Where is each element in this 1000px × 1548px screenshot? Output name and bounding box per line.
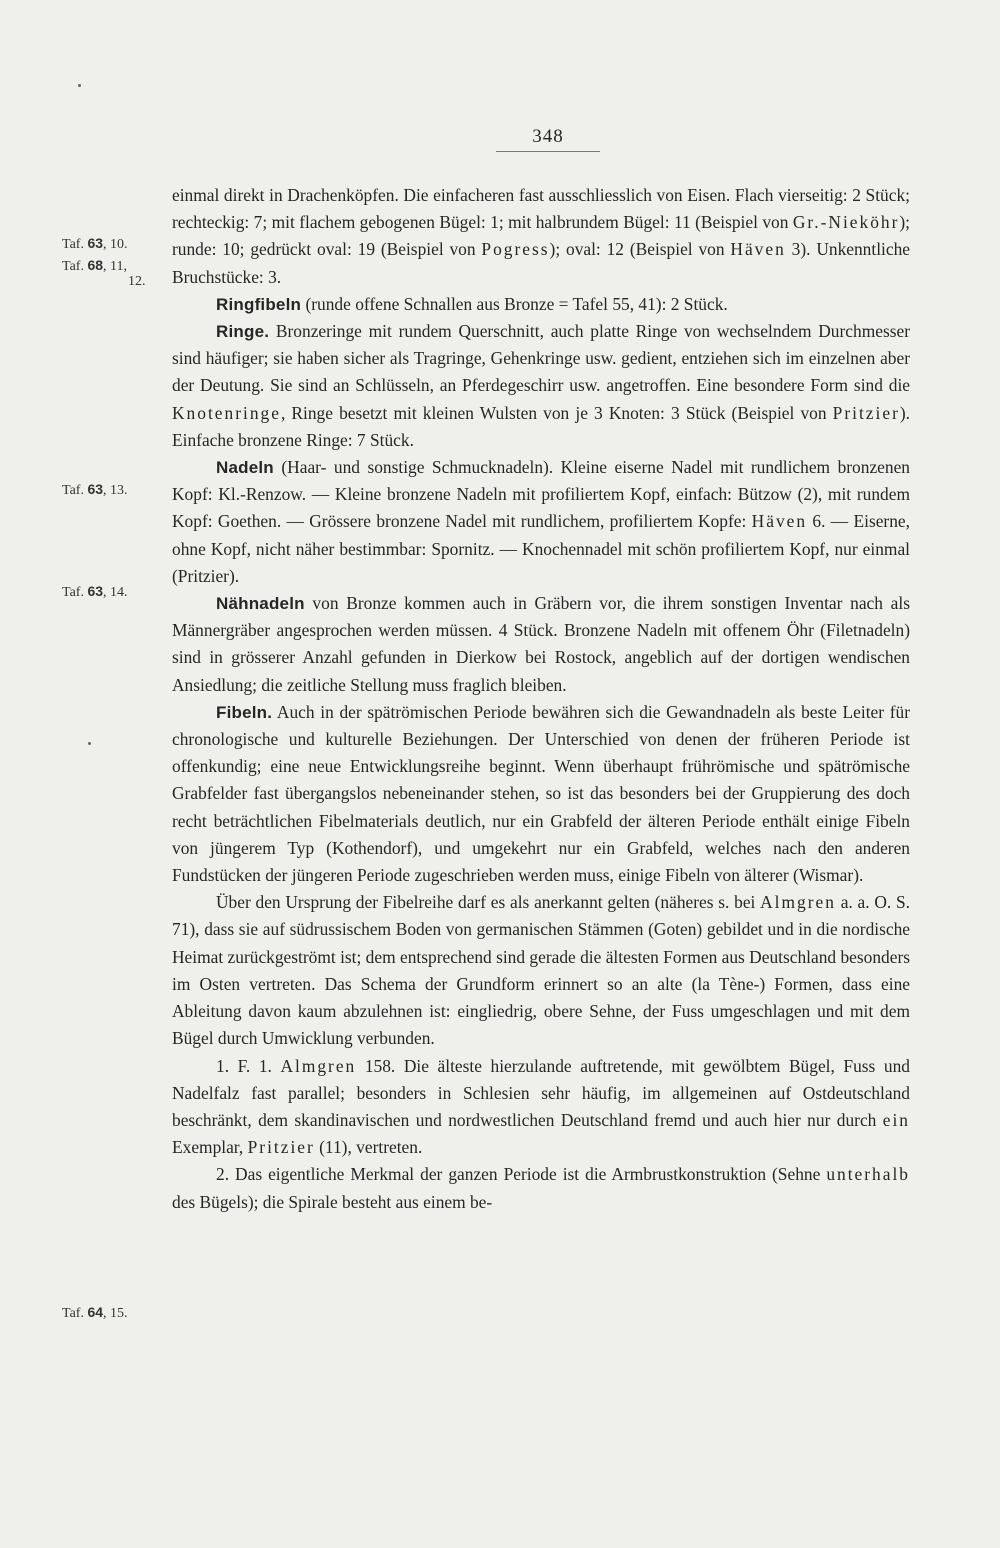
- page-number: 348: [532, 126, 564, 147]
- paper-speck: [88, 742, 91, 745]
- margin-note-taf-63-14: Taf. 63, 14.: [62, 583, 128, 600]
- paragraph-naehnadeln: Nähnadeln von Bronze kommen auch in Gräbern vor, die ihrem sonstigen Inventar nach als Männergräber angesprochen werden müssen. 4 Stück. Bronzene Nadeln mit offenem Öhr (Filetnadeln) sind in grösserer Anzahl gefunden in Dierkow bei Rostock, angeblich auf der dortigen wendischen Ansiedlung; die zeitliche Stellung muss fraglich bleiben.: [172, 593, 910, 695]
- margin-note-taf-64-15: Taf. 64, 15.: [62, 1304, 128, 1321]
- page-number-rule: [496, 151, 600, 152]
- margin-note-taf-68-11-12: Taf. 68, 11, 12.: [62, 257, 146, 289]
- paragraph-item-1: 1. F. 1. Almgren 158. Die älteste hierzulande auftretende, mit gewölbtem Bügel, Fuss und Nadelfalz fast parallel; besonders in Schlesien sehr häufig, im allgemeinen auf Ostdeutschland beschränkt, dem skandinavischen und nordwestlichen Deutschland fremd und auch hier nur durch ein Exemplar, Pritzier (11), vertreten.: [172, 1055, 910, 1158]
- body-text: [172, 182, 910, 1216]
- heading-naehnadeln: Nähnadeln: [216, 594, 305, 614]
- paragraph-ringfibeln: Ringfibeln (runde offene Schnallen aus Bronze = Tafel 55, 41): 2 Stück.: [216, 293, 728, 314]
- paragraph-ringe: Ringe. Bronzeringe mit rundem Querschnitt, auch platte Ringe von wechselndem Durchmesser sind häufiger; sie haben sicher als Tragringe, Gehenkringe usw. gedient, entziehen sich im einzelnen aber der Deutung. Sie sind an Schlüsseln, an Pferdegeschirr usw. angetroffen. Eine besondere Form sind die Knotenringe, Ringe besetzt mit kleinen Wulsten von je 3 Knoten: 3 Stück (Beispiel von Pritzier). Einfache bronzene Ringe: 7 Stück.: [172, 321, 910, 450]
- paragraph-ursprung: Über den Ursprung der Fibelreihe darf es als anerkannt gelten (näheres s. bei Almgren a. a. O. S. 71), dass sie auf südrussischem Boden von germanischen Stämmen (Goten) gebildet und in die nordische Heimat zurückgeströmt ist; dem entsprechend sind gerade die ältesten Formen aus Deutschland besonders im Osten vertreten. Das Schema der Grundform erinnert so an alte (la Tène-) Formen, dass eine Ableitung davon kaum abzulehnen ist: eingliedrig, obere Sehne, der Fuss umgeschlagen und mit dem Bügel durch Umwicklung verbunden.: [172, 892, 911, 1049]
- heading-ringe: Ringe.: [216, 322, 270, 342]
- paragraph-item-2: 2. Das eigentliche Merkmal der ganzen Periode ist die Armbrustkonstruktion (Sehne unterhalb des Bügels); die Spirale besteht aus einem be-: [172, 1164, 910, 1212]
- margin-note-taf-63-13: Taf. 63, 13.: [62, 481, 128, 498]
- heading-nadeln: Nadeln: [216, 458, 274, 478]
- heading-fibeln: Fibeln.: [216, 702, 273, 722]
- margin-note-taf-63-10: Taf. 63, 10.: [62, 235, 128, 252]
- paper-speck: [78, 84, 81, 87]
- paragraph-nadeln: Nadeln (Haar- und sonstige Schmucknadeln). Kleine eiserne Nadel mit rundlichem bronzenen Kopf: Kl.-Renzow. — Kleine bronzene Nadeln mit profiliertem Kopf, einfach: Bützow (2), mit rundem Kopf: Goethen. — Grössere bronzene Nadel mit rundlichem, profiliertem Kopfe: Häven 6. — Eiserne, ohne Kopf, nicht näher bestimmbar: Spornitz. — Knochennadel mit schön profiliertem Kopf, nur einmal (Pritzier).: [172, 457, 910, 586]
- paragraph-fibeln: Fibeln. Auch in der spätrömischen Periode bewähren sich die Gewandnadeln als beste Leiter für chronologische und kulturelle Beziehungen. Der Unterschied von denen der früheren Periode ist offenkundig; eine neue Entwicklungsreihe beginnt. Wenn überhaupt frührömische und spätrömische Grabfelder fast übergangslos nebeneinander stehen, so ist das besonders bei der Gruppierung des doch recht beträchtlichen Fibelmaterials deutlich, nur ein Grabfeld der älteren Periode enthält einige Fibeln von jüngerem Typ (Kothendorf), und umgekehrt nur ein Grabfeld, welches nach den anderen Fundstücken der jüngeren Periode zugeschrieben werden muss, einige Fibeln von älterer (Wismar).: [172, 701, 910, 886]
- paragraph-buckles: einmal direkt in Drachenköpfen. Die einfacheren fast ausschliesslich von Eisen. Flach vierseitig: 2 Stück; rechteckig: 7; mit flachem gebogenen Bügel: 1; mit halbrundem Bügel: 11 (Beispiel von Gr.-Nieköhr); runde: 10; gedrückt oval: 19 (Beispiel von Pogress); oval: 12 (Beispiel von Häven 3). Unkenntliche Bruchstücke: 3.: [172, 185, 910, 287]
- heading-ringfibeln: Ringfibeln: [216, 294, 302, 314]
